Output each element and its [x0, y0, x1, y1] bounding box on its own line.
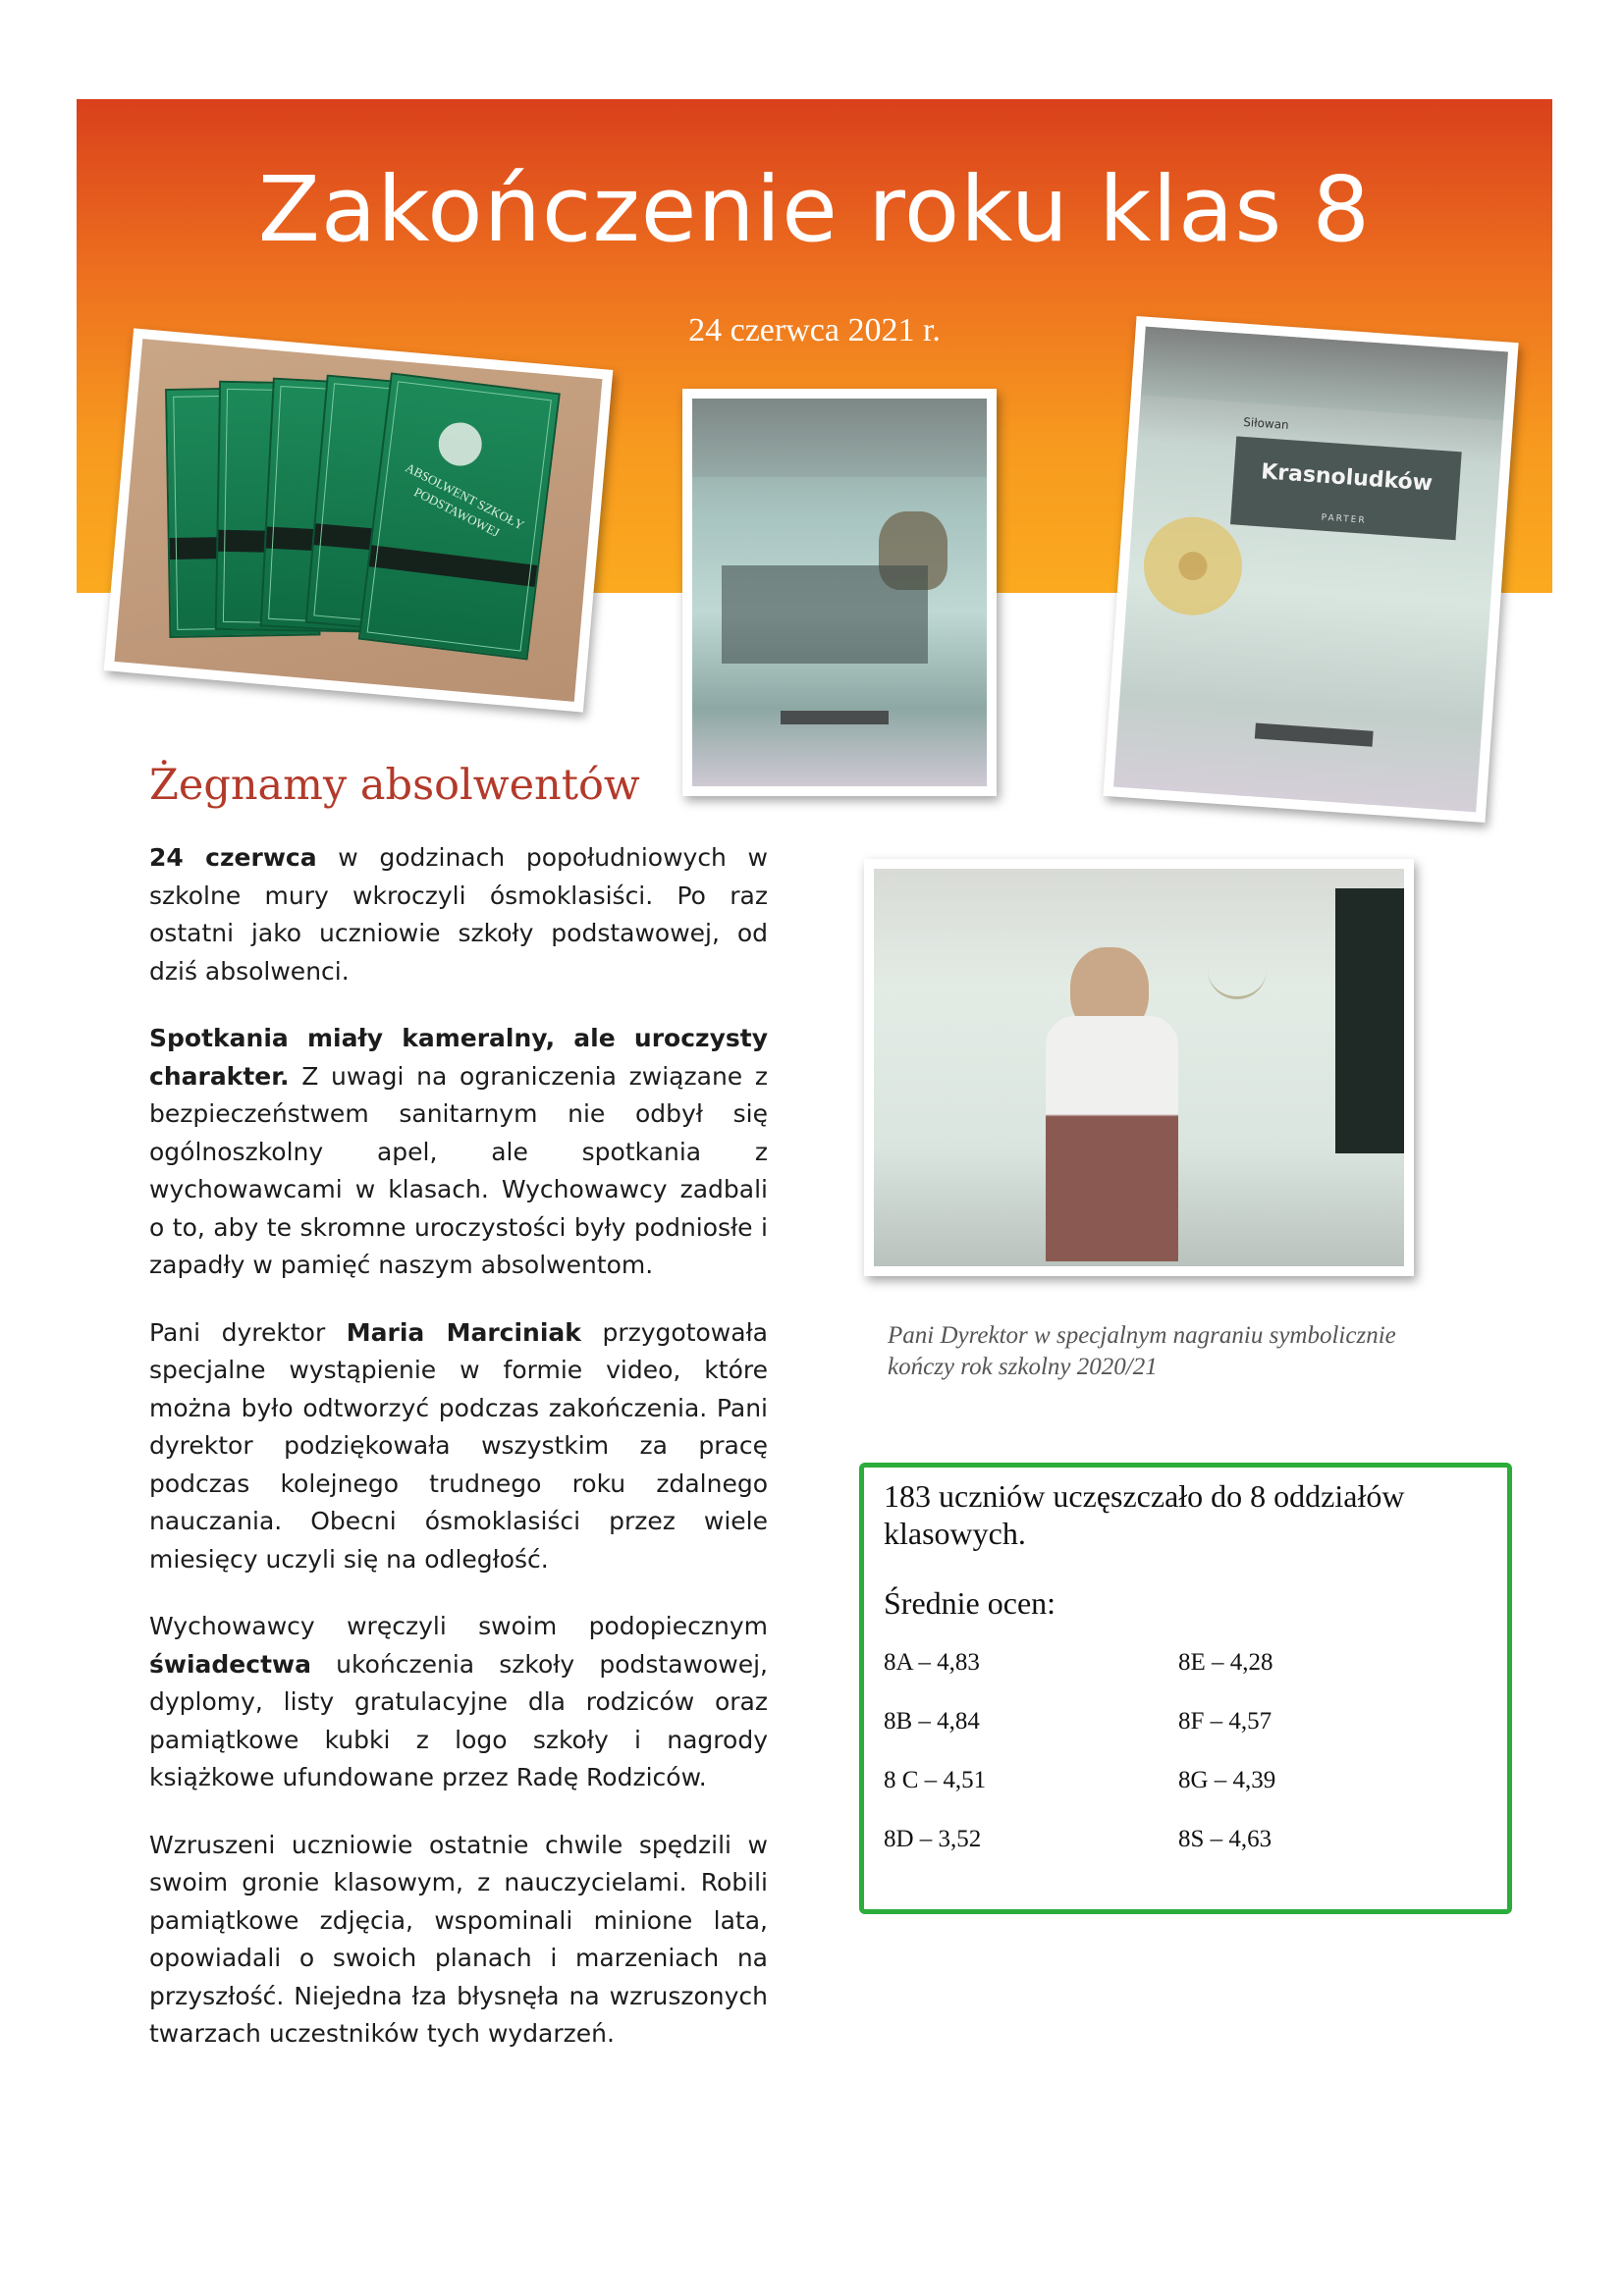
board-tray — [1255, 722, 1374, 746]
sign-text: Krasnoludków — [1260, 459, 1434, 497]
studio-equipment — [722, 565, 928, 664]
flower-icon — [1141, 513, 1246, 618]
grades-list — [884, 1649, 1434, 1853]
article-body — [149, 839, 768, 2083]
certificate-book — [358, 372, 561, 660]
sign-small-text: Siłowan — [1242, 414, 1290, 433]
stats-lead: 183 uczniów uczęszczało do 8 oddziałów klasowych. — [884, 1478, 1405, 1551]
article-paragraph: Spotkania miały kameralny, ale uroczysty charakter. Z uwagi na ograniczenia związane z bezpieczeństwem sanitarnym nie odbył się ogólnoszkolny apel, ale spotkania z wychowawcami w klasach. Wychowawcy zadbali o to, aby te skromne uroczystości były podniosłe i zapadły w pamięć naszym absolwentom. — [149, 1024, 768, 1279]
grade-item: 8B – 4,84 — [884, 1708, 980, 1735]
photo-certificates — [104, 328, 614, 712]
grade-item: 8S – 4,63 — [1178, 1826, 1272, 1852]
certificate-text: ABSOLWENT SZKOŁY PODSTAWOWEJ — [403, 459, 527, 540]
photo-screen-sign — [1103, 316, 1518, 823]
grade-item: 8F – 4,57 — [1178, 1708, 1272, 1735]
photo-director-video — [864, 859, 1414, 1276]
section-heading: Żegnamy absolwentów — [149, 761, 640, 810]
grade-item: 8G – 4,39 — [1178, 1767, 1276, 1793]
grade-item: 8D – 3,52 — [884, 1826, 982, 1852]
eagle-emblem-icon — [436, 420, 484, 468]
book-logo-icon — [1208, 957, 1267, 999]
article-paragraph: 24 czerwca w godzinach popołudniowych w szkolne mury wkroczyli ósmoklasiści. Po raz ostatni jako uczniowie szkoły podstawowej, od dziś absolwenci. — [149, 843, 768, 986]
photo-video-screen — [682, 389, 997, 796]
grade-item: 8A – 4,83 — [884, 1649, 980, 1676]
door-sign — [1230, 414, 1462, 540]
chalkboard — [1335, 888, 1404, 1153]
board-tray — [781, 711, 889, 724]
article-paragraph: Wychowawcy wręczyli swoim podopiecznym świadectwa ukończenia szkoły podstawowej, dyplomy, listy gratulacyjne dla rodziców oraz pamiątkowe kubki z logo szkoły i nagrody książkowe ufundowane przez Radę Rodziców. — [149, 1612, 768, 1791]
photo-caption: Pani Dyrektor w specjalnym nagraniu symbolicznie kończy rok szkolny 2020/21 — [888, 1322, 1396, 1380]
sign-floor-text: PARTER — [1321, 512, 1367, 526]
article-paragraph: Pani dyrektor Maria Marciniak przygotowała specjalne wystąpienie w formie video, które można było odtworzyć podczas zakończenia. Pani dyrektor podziękowała wszystkim za pracę podczas kolejnego trudnego roku zdalnego nauczania. Obecni ósmoklasiści przez wiele miesięcy uczyli się na odległość. — [149, 1317, 768, 1574]
article-paragraph: Wzruszeni uczniowie ostatnie chwile spędzili w swoim gronie klasowym, z nauczycielami. Robili pamiątkowe zdjęcia, wspominali minione lata, opowiadali o swoich planach i marzeniach na przyszłość. Niejedna łza błysnęła na wzruszonych twarzach uczestników tych wydarzeń. — [149, 1830, 768, 2048]
director-figure — [1046, 1016, 1178, 1261]
page-title: Zakończenie roku klas 8 — [257, 157, 1372, 262]
averages-label: Średnie ocen: — [884, 1585, 1056, 1621]
grade-item: 8E – 4,28 — [1178, 1649, 1273, 1676]
event-date: 24 czerwca 2021 r. — [688, 312, 941, 348]
grade-item: 8 C – 4,51 — [884, 1767, 987, 1793]
